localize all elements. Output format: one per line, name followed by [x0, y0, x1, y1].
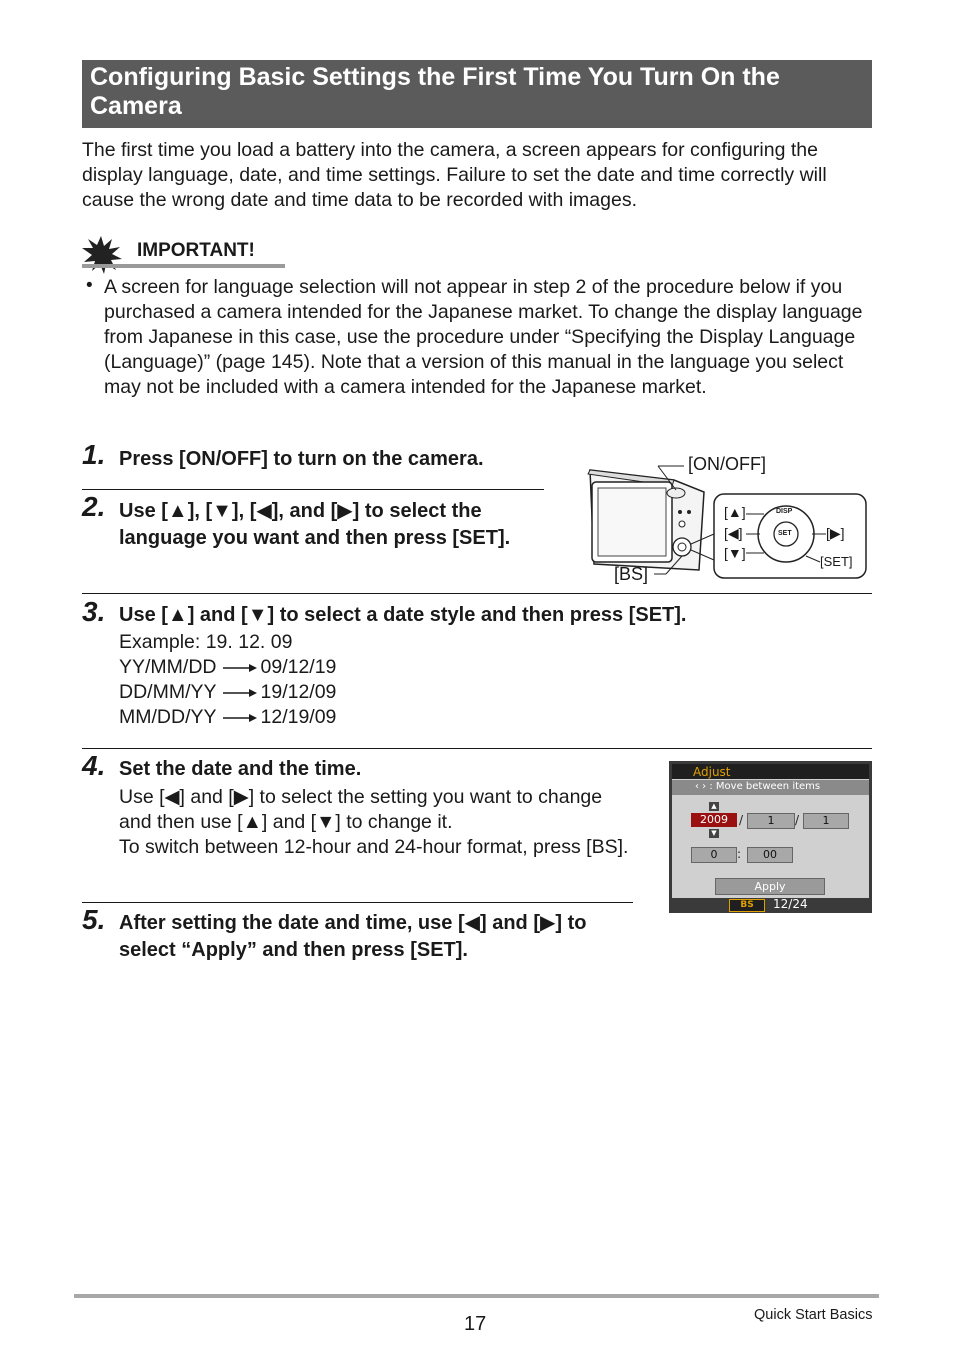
format-row [119, 680, 336, 705]
format-style: YY/MM/DD [119, 656, 217, 678]
bullet-marker: • [86, 275, 93, 296]
arrow-right-icon [223, 713, 257, 723]
format-row [119, 655, 336, 680]
step-4-number: 4. [82, 750, 106, 781]
important-note: A screen for language selection will not appear in step 2 of the procedure below if you purchased a camera intended for the Japanese market. To change the display language from Japanese in this case, use the procedure under “Specifying the Display Language (Language)” (page 145). Note that a version of this manual in the language you select may not be included with a camera intended for the Japanese market. [104, 276, 863, 398]
important-underline [82, 264, 285, 268]
camera-lcd-screenshot [669, 761, 872, 913]
right-key-label: [▶] [826, 525, 845, 541]
up-key-label: [▲] [724, 504, 746, 520]
disp-button-label: DISP [776, 508, 793, 515]
format-style: DD/MM/YY [119, 681, 217, 703]
page-number: 17 [464, 1313, 487, 1335]
down-key-label: [▼] [724, 545, 746, 561]
date-separator: / [795, 813, 800, 827]
time-separator: : [737, 847, 742, 861]
time-format-label: 12/24 [773, 897, 808, 911]
step-4-title: Set the date and the time. [119, 758, 362, 780]
bs-label: [BS] [614, 564, 649, 584]
important-label: IMPORTANT! [137, 240, 255, 261]
step-2-title: Use [▲], [▼], [◀], and [▶] to select the language you want and then press [SET]. [119, 500, 511, 549]
step-divider [82, 902, 633, 903]
step-3-number: 3. [82, 596, 106, 627]
step-1-number: 1. [82, 439, 106, 470]
page-title: Configuring Basic Settings the First Time You Turn On the Camera [90, 63, 780, 120]
format-style: MM/DD/YY [119, 706, 217, 728]
footer-section-name: Quick Start Basics [754, 1307, 873, 1323]
important-burst-icon [82, 236, 122, 274]
format-result: 12/19/09 [260, 706, 337, 728]
camera-figure [584, 452, 874, 587]
step-5-number: 5. [82, 904, 106, 935]
step-divider [82, 489, 544, 490]
bs-badge: BS [729, 899, 765, 912]
step-divider [82, 593, 872, 594]
minute-field: 00 [747, 847, 793, 863]
step-divider [82, 748, 872, 749]
footer-rule [74, 1294, 879, 1298]
step-3-title: Use [▲] and [▼] to select a date style and then press [SET]. [119, 604, 687, 626]
set-key-label: [SET] [820, 554, 853, 569]
apply-button: Apply [715, 878, 825, 895]
year-field: 2009 [691, 813, 737, 827]
format-result: 19/12/09 [260, 681, 337, 703]
date-separator: / [739, 813, 744, 827]
step-4-instructions: Use [◀] and [▶] to select the setting you want to change and then use [▲] and [▼] to change it. [119, 786, 603, 833]
step-5-title: After setting the date and time, use [◀] and [▶] to select “Apply” and then press [SET]. [119, 912, 587, 961]
month-field: 1 [747, 813, 795, 829]
step-1-title: Press [ON/OFF] to turn on the camera. [119, 448, 484, 470]
intro-paragraph: The first time you load a battery into the camera, a screen appears for configuring the display language, date, and time settings. Failure to set the date and time correctly will cause the wrong date and time data to be recorded with images. [82, 139, 827, 211]
format-result: 09/12/19 [260, 656, 337, 678]
day-field: 1 [803, 813, 849, 829]
lcd-title: Adjust [693, 765, 731, 779]
on-off-label: [ON/OFF] [688, 454, 766, 474]
step-4-format-note: To switch between 12-hour and 24-hour format, press [BS]. [119, 836, 629, 858]
hour-field: 0 [691, 847, 737, 863]
arrow-right-icon [223, 663, 257, 673]
chevron-up-icon: ▲ [709, 802, 719, 811]
set-button-label: SET [778, 530, 792, 537]
format-row [119, 705, 336, 730]
chevron-down-icon: ▼ [709, 829, 719, 838]
step-2-number: 2. [82, 491, 106, 522]
section-header [82, 60, 872, 128]
left-key-label: [◀] [724, 525, 743, 541]
lcd-hint: ‹ › : Move between items [695, 781, 821, 792]
date-example: Example: 19. 12. 09 [119, 631, 293, 653]
arrow-right-icon [223, 688, 257, 698]
